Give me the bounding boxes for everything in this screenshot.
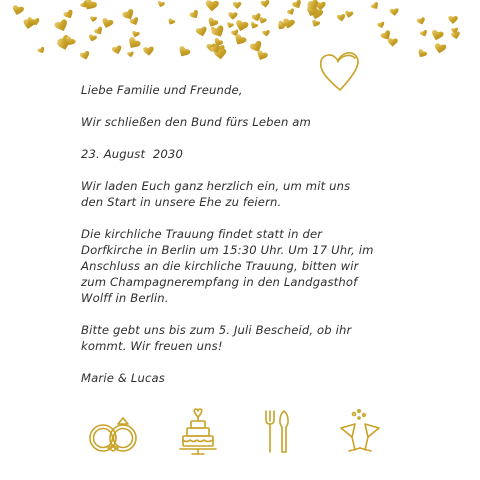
gold-heart-confetti	[0, 0, 480, 60]
text-line: Anschluss an die kirchliche Trauung, bitten wir	[81, 259, 359, 273]
confetti-heart	[226, 22, 234, 29]
confetti-heart	[101, 17, 114, 29]
text-line: Wir laden Euch ganz herzlich ein, um mit uns	[81, 179, 351, 193]
confetti-heart	[416, 17, 426, 26]
confetti-heart	[111, 45, 123, 56]
confetti-heart	[260, 0, 270, 8]
confetti-heart	[88, 34, 98, 43]
text-line: Die kirchliche Trauung findet statt in der	[81, 227, 323, 241]
confetti-heart	[195, 26, 208, 38]
wedding-date: 23. August 2030	[81, 147, 183, 161]
ceremony-paragraph	[81, 226, 401, 306]
confetti-heart	[126, 36, 142, 51]
confetti-heart	[434, 43, 447, 54]
text-line: zum Champagnerempfang in den Landgasthof	[81, 275, 358, 289]
confetti-heart	[287, 8, 296, 16]
text-line: Wolff in Berlin.	[81, 291, 169, 305]
confetti-heart	[189, 9, 201, 20]
confetti-heart	[90, 16, 97, 22]
confetti-heart	[249, 21, 258, 30]
confetti-heart	[387, 38, 397, 47]
confetti-heart	[228, 12, 237, 20]
greeting: Liebe Familie und Freunde,	[81, 83, 243, 97]
signature: Marie & Lucas	[81, 371, 165, 385]
rings-icon	[86, 408, 140, 456]
confetti-heart	[344, 10, 353, 18]
confetti-heart	[233, 2, 242, 9]
confetti-heart	[176, 45, 191, 59]
confetti-heart	[167, 18, 176, 27]
champagne-glasses-icon	[338, 408, 382, 456]
confetti-heart	[157, 1, 165, 9]
confetti-heart	[143, 46, 155, 56]
confetti-heart	[127, 51, 134, 58]
icon-row	[0, 408, 480, 458]
confetti-heart	[79, 50, 91, 60]
rsvp-paragraph	[81, 322, 401, 354]
text-line: den Start in unsere Ehe zu feiern.	[81, 195, 282, 209]
confetti-heart	[63, 9, 75, 21]
confetti-heart	[370, 1, 380, 11]
text-line: kommt. Wir freuen uns!	[81, 339, 223, 353]
confetti-heart	[337, 14, 346, 22]
confetti-heart	[255, 50, 268, 60]
invitation-paragraph	[81, 178, 401, 210]
text-line: Dorfkirche in Berlin um 15:30 Uhr. Um 17 Uhr, im	[81, 243, 374, 257]
confetti-heart	[54, 19, 70, 34]
announcement: Wir schließen den Bund fürs Leben am	[81, 115, 312, 129]
confetti-heart	[416, 48, 428, 59]
cutlery-icon	[262, 408, 292, 456]
confetti-heart	[420, 29, 429, 37]
confetti-heart	[377, 21, 386, 29]
confetti-heart	[262, 30, 270, 37]
wedding-cake-icon	[178, 408, 218, 456]
confetti-heart	[390, 8, 400, 16]
confetti-heart	[430, 29, 444, 41]
text-line: Bitte gebt uns bis zum 5. Juli Bescheid, ob ihr	[81, 323, 352, 337]
confetti-heart	[37, 46, 46, 55]
confetti-heart	[448, 16, 457, 24]
confetti-heart	[11, 5, 24, 17]
invitation-letter	[81, 82, 401, 402]
confetti-heart	[310, 19, 320, 28]
confetti-heart	[205, 0, 219, 12]
confetti-heart	[93, 26, 104, 37]
